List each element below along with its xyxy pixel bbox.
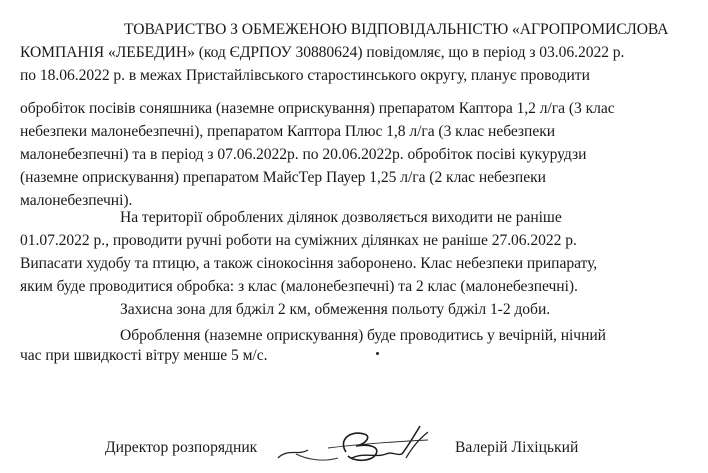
paragraph1-line6: малонебезпечні) та в період з 07.06.2022р. по 20.06.2022р. обробіток посіві кукурудзи bbox=[20, 146, 587, 163]
paragraph4-line1: Оброблення (наземне оприскування) буде проводитись у вечірній, нічний bbox=[120, 327, 606, 344]
paragraph1-line7: (наземне оприскування) препаратом МайсТер Пауер 1,25 л/га (2 клас небезпеки bbox=[20, 169, 546, 186]
paragraph2-line3: Випасати худобу та птицю, а також сінокосіння заборонено. Клас небезпеки припарату, bbox=[20, 255, 598, 272]
signatory-title: Директор розпорядник bbox=[105, 439, 258, 456]
paragraph1-line5: небезпеки малонебезпечні), препаратом Каптора Плюс 1,8 л/га (3 клас небезпеки bbox=[20, 123, 556, 140]
stray-dot bbox=[376, 352, 379, 355]
signatory-name: Валерій Ліхіцький bbox=[455, 439, 579, 456]
paragraph2-line1: На території оброблених ділянок дозволяється виходити не раніше bbox=[120, 209, 562, 226]
paragraph1-line4: обробіток посівів соняшника (наземне оприскування) препаратом Каптора 1,2 л/га (3 клас bbox=[20, 100, 615, 117]
handwritten-signature bbox=[268, 418, 438, 470]
paragraph1-line8: малонебезпечні). bbox=[20, 192, 133, 209]
paragraph4-line2: час при швидкості вітру менше 5 м/с. bbox=[20, 347, 268, 364]
paragraph2-line2: 01.07.2022 р., проводити ручні роботи на суміжних ділянках не раніше 27.06.2022 р. bbox=[20, 232, 577, 249]
paragraph2-line4: яким буде проводитися обробка: з клас (малонебезпечні) та 2 клас (малонебезпечні). bbox=[20, 278, 578, 295]
paragraph1-line2: КОМПАНІЯ «ЛЕБЕДИН» (код ЄДРПОУ 30880624) повідомляє, що в період з 03.06.2022 р. bbox=[20, 44, 625, 61]
paragraph3: Захисна зона для бджіл 2 км, обмеження польоту бджіл 1-2 доби. bbox=[120, 301, 551, 318]
paragraph1-line1: ТОВАРИСТВО З ОБМЕЖЕНОЮ ВІДПОВІДАЛЬНІСТЮ «АГРОПРОМИСЛОВА bbox=[124, 21, 669, 38]
paragraph1-line3: по 18.06.2022 р. в межах Пристайлівського старостинського округу, планує проводити bbox=[20, 67, 590, 84]
